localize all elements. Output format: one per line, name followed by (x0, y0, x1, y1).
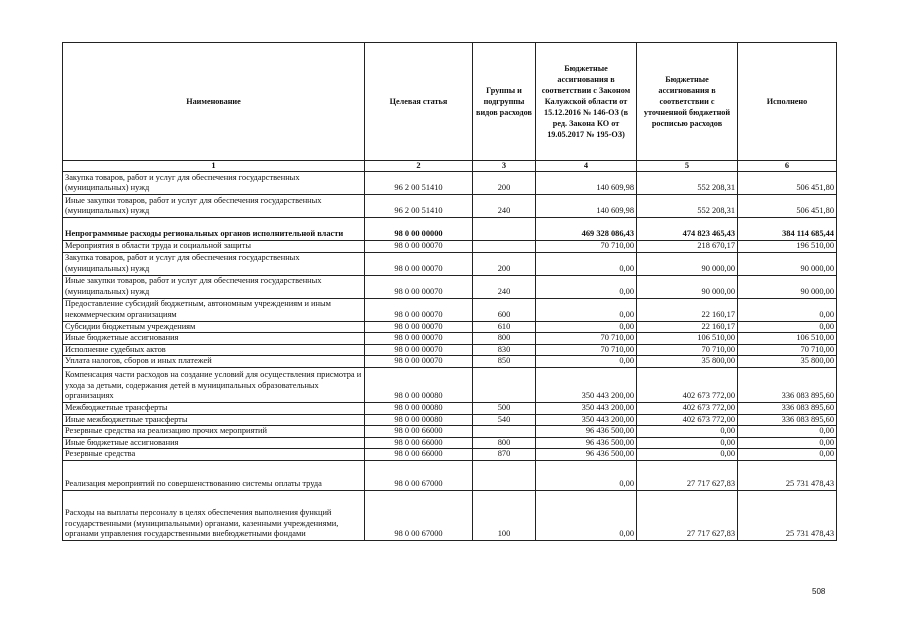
target-article-cell: 98 0 00 00070 (365, 356, 473, 368)
law-allocation-cell: 70 710,00 (536, 241, 637, 253)
law-allocation-cell: 0,00 (536, 252, 637, 275)
row-name-cell: Предоставление субсидий бюджетным, автономным учреждениям и иным некоммерческим организациям (63, 298, 365, 321)
table-row (63, 241, 837, 253)
plan-allocation-cell: 552 208,31 (637, 195, 738, 218)
plan-allocation-cell: 0,00 (637, 426, 738, 438)
row-name-cell: Субсидии бюджетным учреждениям (63, 321, 365, 333)
row-name-cell: Иные межбюджетные трансферты (63, 414, 365, 426)
executed-cell: 336 083 895,60 (738, 367, 837, 402)
table-row (63, 218, 837, 241)
target-article-cell: 98 0 00 66000 (365, 426, 473, 438)
law-allocation-cell: 0,00 (536, 298, 637, 321)
expense-group-cell: 610 (473, 321, 536, 333)
plan-allocation-cell: 402 673 772,00 (637, 367, 738, 402)
law-allocation-cell: 0,00 (536, 321, 637, 333)
row-name-cell: Иные бюджетные ассигнования (63, 333, 365, 345)
executed-cell: 35 800,00 (738, 356, 837, 368)
expense-group-cell (473, 426, 536, 438)
table-row (63, 460, 837, 490)
law-allocation-cell: 0,00 (536, 275, 637, 298)
plan-allocation-cell: 27 717 627,83 (637, 490, 738, 540)
table-row (63, 275, 837, 298)
expense-group-cell: 850 (473, 356, 536, 368)
plan-allocation-cell: 35 800,00 (637, 356, 738, 368)
column-number-cell: 3 (473, 161, 536, 172)
law-allocation-cell: 0,00 (536, 356, 637, 368)
plan-allocation-cell: 22 160,17 (637, 321, 738, 333)
table-row (63, 367, 837, 402)
page-number: 508 (812, 587, 826, 596)
executed-cell: 506 451,80 (738, 195, 837, 218)
executed-cell: 25 731 478,43 (738, 460, 837, 490)
executed-cell: 106 510,00 (738, 333, 837, 345)
target-article-cell: 98 0 00 67000 (365, 490, 473, 540)
plan-allocation-cell: 90 000,00 (637, 252, 738, 275)
target-article-cell: 98 0 00 00080 (365, 402, 473, 414)
law-allocation-cell: 96 436 500,00 (536, 426, 637, 438)
target-article-cell: 98 0 00 66000 (365, 437, 473, 449)
table-row (63, 298, 837, 321)
column-number-row (63, 161, 837, 172)
column-number-cell: 6 (738, 161, 837, 172)
row-name-cell: Мероприятия в области труда и социальной защиты (63, 241, 365, 253)
table-row (63, 333, 837, 345)
executed-cell: 336 083 895,60 (738, 402, 837, 414)
row-name-cell: Межбюджетные трансферты (63, 402, 365, 414)
executed-cell: 384 114 685,44 (738, 218, 837, 241)
row-name-cell: Резервные средства (63, 449, 365, 461)
plan-allocation-cell: 27 717 627,83 (637, 460, 738, 490)
table-row (63, 321, 837, 333)
row-name-cell: Резервные средства на реализацию прочих мероприятий (63, 426, 365, 438)
law-allocation-cell: 140 609,98 (536, 195, 637, 218)
table-row (63, 344, 837, 356)
executed-cell: 336 083 895,60 (738, 414, 837, 426)
plan-allocation-cell: 70 710,00 (637, 344, 738, 356)
header-plan-allocations: Бюджетные ассигнования в соответствии с уточненной бюджетной росписью расходов (637, 43, 738, 161)
row-name-cell: Иные закупки товаров, работ и услуг для обеспечения государственных (муниципальных) нужд (63, 275, 365, 298)
executed-cell: 506 451,80 (738, 172, 837, 195)
table-row (63, 195, 837, 218)
executed-cell: 90 000,00 (738, 252, 837, 275)
plan-allocation-cell: 0,00 (637, 449, 738, 461)
law-allocation-cell: 0,00 (536, 490, 637, 540)
law-allocation-cell: 140 609,98 (536, 172, 637, 195)
header-row (63, 43, 837, 161)
target-article-cell: 96 2 00 51410 (365, 195, 473, 218)
executed-cell: 70 710,00 (738, 344, 837, 356)
law-allocation-cell: 350 443 200,00 (536, 414, 637, 426)
executed-cell: 0,00 (738, 449, 837, 461)
table-row (63, 490, 837, 540)
budget-table (62, 42, 837, 541)
row-name-cell: Закупка товаров, работ и услуг для обеспечения государственных (муниципальных) нужд (63, 252, 365, 275)
law-allocation-cell: 350 443 200,00 (536, 367, 637, 402)
row-name-cell: Иные закупки товаров, работ и услуг для обеспечения государственных (муниципальных) нужд (63, 195, 365, 218)
law-allocation-cell: 469 328 086,43 (536, 218, 637, 241)
table-row (63, 252, 837, 275)
expense-group-cell: 240 (473, 195, 536, 218)
executed-cell: 0,00 (738, 298, 837, 321)
row-name-cell: Компенсация части расходов на создание условий для осуществления присмотра и ухода за детьми, содержания детей в муниципальных образовательных организациях (63, 367, 365, 402)
table-row (63, 172, 837, 195)
header-law-allocations: Бюджетные ассигнования в соответствии с Законом Калужской области от 15.12.2016 № 146-ОЗ (в ред. Закона КО от 19.05.2017 № 195-ОЗ) (536, 43, 637, 161)
target-article-cell: 98 0 00 00070 (365, 333, 473, 345)
expense-group-cell (473, 460, 536, 490)
column-number-cell: 2 (365, 161, 473, 172)
row-name-cell: Уплата налогов, сборов и иных платежей (63, 356, 365, 368)
expense-group-cell (473, 241, 536, 253)
header-executed: Исполнено (738, 43, 837, 161)
expense-group-cell: 600 (473, 298, 536, 321)
executed-cell: 90 000,00 (738, 275, 837, 298)
law-allocation-cell: 96 436 500,00 (536, 449, 637, 461)
row-name-cell: Иные бюджетные ассигнования (63, 437, 365, 449)
row-name-cell: Исполнение судебных актов (63, 344, 365, 356)
header-target-article: Целевая статья (365, 43, 473, 161)
expense-group-cell: 500 (473, 402, 536, 414)
plan-allocation-cell: 474 823 465,43 (637, 218, 738, 241)
expense-group-cell (473, 218, 536, 241)
target-article-cell: 98 0 00 00080 (365, 414, 473, 426)
table-row (63, 449, 837, 461)
law-allocation-cell: 70 710,00 (536, 333, 637, 345)
plan-allocation-cell: 402 673 772,00 (637, 414, 738, 426)
target-article-cell: 98 0 00 00000 (365, 218, 473, 241)
expense-group-cell: 100 (473, 490, 536, 540)
plan-allocation-cell: 22 160,17 (637, 298, 738, 321)
plan-allocation-cell: 218 670,17 (637, 241, 738, 253)
executed-cell: 25 731 478,43 (738, 490, 837, 540)
expense-group-cell: 200 (473, 252, 536, 275)
table-row (63, 437, 837, 449)
table-row (63, 426, 837, 438)
executed-cell: 196 510,00 (738, 241, 837, 253)
header-expense-groups: Группы и подгруппы видов расходов (473, 43, 536, 161)
plan-allocation-cell: 90 000,00 (637, 275, 738, 298)
expense-group-cell (473, 367, 536, 402)
target-article-cell: 98 0 00 00070 (365, 241, 473, 253)
row-name-cell: Расходы на выплаты персоналу в целях обеспечения выполнения функций государственными (муниципальными) органами, казенными учреждениями, органами управления государственными внебюджетными фондами (63, 490, 365, 540)
expense-group-cell: 200 (473, 172, 536, 195)
executed-cell: 0,00 (738, 437, 837, 449)
target-article-cell: 98 0 00 00070 (365, 252, 473, 275)
plan-allocation-cell: 0,00 (637, 437, 738, 449)
law-allocation-cell: 350 443 200,00 (536, 402, 637, 414)
law-allocation-cell: 0,00 (536, 460, 637, 490)
law-allocation-cell: 96 436 500,00 (536, 437, 637, 449)
column-number-cell: 5 (637, 161, 738, 172)
target-article-cell: 98 0 00 00070 (365, 275, 473, 298)
target-article-cell: 96 2 00 51410 (365, 172, 473, 195)
law-allocation-cell: 70 710,00 (536, 344, 637, 356)
row-name-cell: Реализация мероприятий по совершенствованию системы оплаты труда (63, 460, 365, 490)
expense-group-cell: 800 (473, 333, 536, 345)
table-row (63, 356, 837, 368)
header-name: Наименование (63, 43, 365, 161)
target-article-cell: 98 0 00 66000 (365, 449, 473, 461)
expense-group-cell: 240 (473, 275, 536, 298)
target-article-cell: 98 0 00 00070 (365, 298, 473, 321)
table-row (63, 414, 837, 426)
column-number-cell: 1 (63, 161, 365, 172)
plan-allocation-cell: 552 208,31 (637, 172, 738, 195)
plan-allocation-cell: 402 673 772,00 (637, 402, 738, 414)
expense-group-cell: 830 (473, 344, 536, 356)
expense-group-cell: 540 (473, 414, 536, 426)
target-article-cell: 98 0 00 00070 (365, 321, 473, 333)
row-name-cell: Закупка товаров, работ и услуг для обеспечения государственных (муниципальных) нужд (63, 172, 365, 195)
executed-cell: 0,00 (738, 321, 837, 333)
row-name-cell: Непрограммные расходы региональных органов исполнительной власти (63, 218, 365, 241)
executed-cell: 0,00 (738, 426, 837, 438)
column-number-cell: 4 (536, 161, 637, 172)
expense-group-cell: 870 (473, 449, 536, 461)
target-article-cell: 98 0 00 67000 (365, 460, 473, 490)
table-row (63, 402, 837, 414)
expense-group-cell: 800 (473, 437, 536, 449)
target-article-cell: 98 0 00 00080 (365, 367, 473, 402)
target-article-cell: 98 0 00 00070 (365, 344, 473, 356)
plan-allocation-cell: 106 510,00 (637, 333, 738, 345)
table-body (63, 161, 837, 541)
